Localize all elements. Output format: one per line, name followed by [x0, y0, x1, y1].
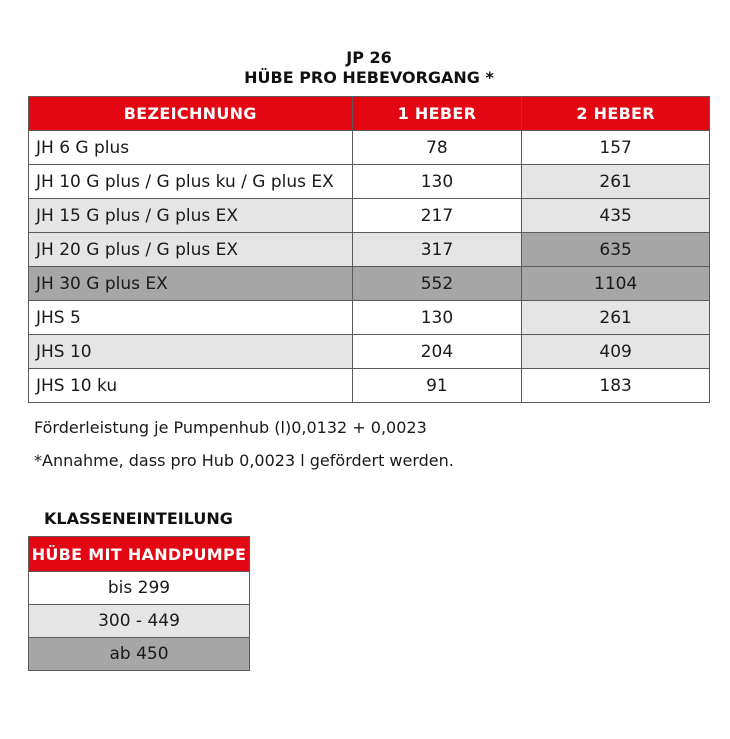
- table-subtitle: HÜBE PRO HEBEVORGANG *: [244, 68, 494, 87]
- row-1-heber-value: 130: [352, 301, 522, 335]
- row-name: JH 30 G plus EX: [29, 267, 353, 301]
- lifts-table: [28, 96, 710, 403]
- class-300-449: 300 - 449: [29, 605, 250, 638]
- table-row: [29, 369, 710, 403]
- row-name: JH 10 G plus / G plus ku / G plus EX: [29, 165, 353, 199]
- row-1-heber-value: 317: [352, 233, 522, 267]
- row-1-heber-value: 217: [352, 199, 522, 233]
- row-name: JH 20 G plus / G plus EX: [29, 233, 353, 267]
- row-name: JHS 10 ku: [29, 369, 353, 403]
- column-header-bezeichnung: BEZEICHNUNG: [29, 97, 353, 131]
- row-2-heber-value: 183: [522, 369, 710, 403]
- classification-row: [29, 638, 250, 671]
- row-name: JH 15 G plus / G plus EX: [29, 199, 353, 233]
- class-ab-450: ab 450: [29, 638, 250, 671]
- class-bis-299: bis 299: [29, 572, 250, 605]
- row-name: JHS 10: [29, 335, 353, 369]
- table-row: [29, 267, 710, 301]
- table-row: [29, 165, 710, 199]
- row-1-heber-value: 78: [352, 131, 522, 165]
- pump-output-note: Förderleistung je Pumpenhub (l)0,0132 + 0,0023: [34, 418, 427, 437]
- table-row: [29, 199, 710, 233]
- classification-header-row: [29, 537, 250, 572]
- row-name: JHS 5: [29, 301, 353, 335]
- classification-title: KLASSENEINTEILUNG: [44, 509, 233, 528]
- classification-row: [29, 605, 250, 638]
- row-1-heber-value: 552: [352, 267, 522, 301]
- row-2-heber-value: 157: [522, 131, 710, 165]
- classification-header: HÜBE MIT HANDPUMPE: [29, 537, 250, 572]
- classification-row: [29, 572, 250, 605]
- row-name: JH 6 G plus: [29, 131, 353, 165]
- table-header-row: [29, 97, 710, 131]
- row-2-heber-value: 409: [522, 335, 710, 369]
- row-1-heber-value: 204: [352, 335, 522, 369]
- column-header-2-heber: 2 HEBER: [522, 97, 710, 131]
- row-1-heber-value: 91: [352, 369, 522, 403]
- table-row: [29, 233, 710, 267]
- table-row: [29, 335, 710, 369]
- classification-table: [28, 536, 250, 671]
- table-title: JP 26: [346, 48, 392, 67]
- row-1-heber-value: 130: [352, 165, 522, 199]
- table-row: [29, 301, 710, 335]
- row-2-heber-value: 635: [522, 233, 710, 267]
- assumption-footnote: *Annahme, dass pro Hub 0,0023 l gefördert werden.: [34, 451, 454, 470]
- row-2-heber-value: 261: [522, 301, 710, 335]
- table-row: [29, 131, 710, 165]
- row-2-heber-value: 261: [522, 165, 710, 199]
- column-header-1-heber: 1 HEBER: [352, 97, 522, 131]
- row-2-heber-value: 1104: [522, 267, 710, 301]
- row-2-heber-value: 435: [522, 199, 710, 233]
